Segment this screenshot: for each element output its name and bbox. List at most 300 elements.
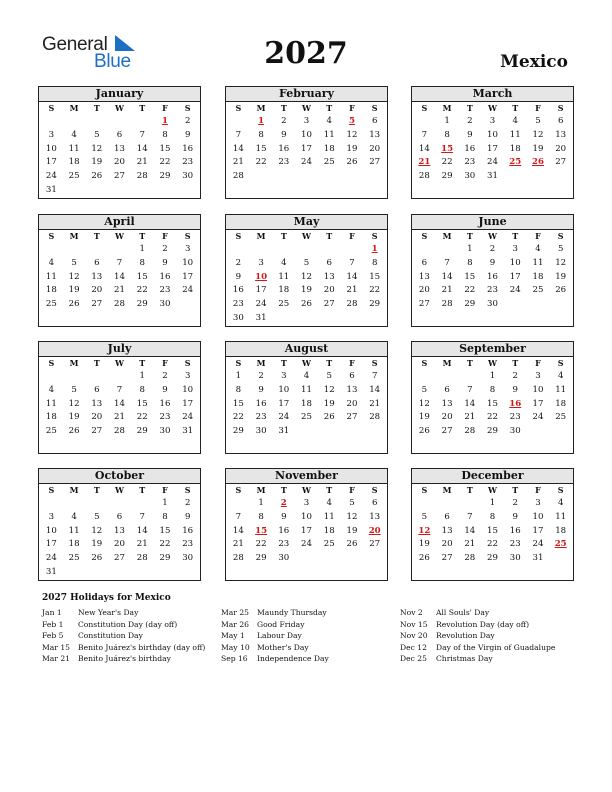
day-cell: 16 (159, 398, 171, 409)
day-cell: 28 (232, 171, 244, 182)
holiday-item (400, 653, 555, 665)
holiday-item (221, 607, 329, 619)
day-cell: 7 (139, 511, 145, 522)
weekday-label: F (162, 358, 168, 368)
day-cell: 21 (114, 412, 125, 423)
week-row (412, 243, 573, 257)
empty-day-cell (341, 312, 364, 326)
empty-day-cell (318, 425, 341, 439)
week-row (39, 398, 200, 412)
week-row (39, 566, 200, 580)
empty-day-cell (413, 243, 436, 257)
empty-day-cell (413, 370, 436, 384)
day-cell: 28 (114, 426, 125, 437)
day-cell: 8 (258, 511, 264, 522)
week-row (39, 115, 200, 129)
day-cell: 27 (323, 299, 335, 310)
day-cell: 18 (555, 398, 567, 409)
day-cell: 24 (509, 285, 521, 296)
day-cell: 24 (301, 157, 312, 168)
weekday-label: F (349, 231, 355, 241)
day-cell: 18 (45, 412, 57, 423)
weekday-header (39, 484, 200, 497)
day-cell: 25 (323, 157, 335, 168)
weekday-header (226, 484, 387, 497)
holiday-item (42, 607, 205, 619)
empty-day-cell (108, 243, 131, 257)
weekday-label: M (256, 485, 266, 495)
day-cell: 7 (467, 511, 473, 522)
day-cell: 26 (323, 412, 335, 423)
empty-day-cell (40, 497, 63, 511)
month-october (38, 468, 201, 581)
day-cell: 20 (114, 539, 125, 550)
empty-day-cell (341, 243, 364, 257)
weekday-label: T (326, 231, 333, 241)
day-cell: 21 (114, 285, 125, 296)
day-cell: 23 (182, 157, 194, 168)
day-cell: 18 (278, 285, 290, 296)
day-cell: 9 (184, 511, 191, 522)
day-cell: 11 (509, 129, 521, 140)
day-cell: 9 (467, 129, 473, 140)
day-cell: 29 (464, 299, 476, 310)
empty-day-cell (63, 370, 86, 384)
day-cell: 2 (467, 116, 473, 126)
week-row (412, 129, 573, 143)
day-cell: 16 (159, 271, 171, 282)
holiday-name: Christmas Day (436, 654, 493, 663)
week-row (226, 398, 387, 412)
holiday-date: Nov 20 (400, 631, 428, 640)
weekday-header (412, 357, 573, 370)
day-cell: 21 (464, 539, 476, 550)
week-row (39, 284, 200, 298)
weekday-header (226, 230, 387, 243)
weekday-label: T (139, 231, 146, 241)
day-cell: 25 (68, 171, 80, 182)
week-row (226, 243, 387, 257)
week-row (412, 398, 573, 412)
day-cell: 25 (323, 539, 335, 550)
day-cell: 4 (281, 257, 287, 268)
day-cell: 24 (182, 412, 194, 423)
day-cell: 21 (441, 285, 453, 296)
empty-day-cell (250, 170, 273, 184)
weekday-label: S (48, 485, 55, 495)
day-cell: 23 (255, 412, 267, 423)
day-cell: 17 (301, 143, 312, 154)
day-cell: 8 (258, 129, 264, 140)
weekday-label: S (371, 358, 378, 368)
week-row (412, 552, 573, 566)
weekday-header (39, 230, 200, 243)
day-cell: 3 (303, 116, 310, 126)
day-cell: 17 (278, 398, 290, 409)
day-cell: 3 (281, 371, 287, 381)
day-cell: 27 (346, 412, 358, 423)
weekday-label: T (512, 103, 519, 113)
weekday-header (412, 230, 573, 243)
holiday-name: Revolution Day (436, 631, 495, 640)
day-cell: 28 (464, 553, 476, 564)
day-cell: 29 (159, 553, 171, 564)
day-cell: 11 (532, 257, 544, 268)
day-cell: 12 (68, 271, 80, 282)
day-cell: 18 (323, 525, 335, 536)
day-cell: 12 (91, 525, 103, 536)
day-cell: 13 (91, 271, 103, 282)
empty-day-cell (527, 425, 550, 439)
day-cell: 21 (346, 285, 358, 296)
day-cell: 15 (159, 525, 171, 536)
day-cell: 19 (418, 412, 430, 423)
weekday-label: F (535, 103, 541, 113)
empty-day-cell (295, 312, 318, 326)
holiday-date: Jan 1 (42, 608, 62, 617)
month-title: April (39, 215, 200, 230)
week-row (226, 312, 387, 326)
week-row (226, 552, 387, 566)
day-cell: 26 (346, 157, 358, 168)
day-cell: 5 (94, 511, 100, 522)
weekday-label: S (557, 103, 564, 113)
month-title: May (226, 215, 387, 230)
day-cell: 10 (509, 257, 521, 268)
weekday-label: S (557, 485, 564, 495)
day-cell: 3 (535, 371, 541, 381)
holiday-column (42, 607, 205, 665)
day-cell: 19 (555, 271, 567, 282)
empty-day-cell (176, 566, 199, 580)
day-cell: 2 (162, 371, 168, 381)
day-cell: 26 (418, 426, 430, 437)
day-cell: 24 (45, 171, 57, 182)
week-row (39, 271, 200, 285)
month-may (225, 214, 388, 327)
week-row (39, 411, 200, 425)
holiday-item (221, 630, 329, 642)
day-cell: 3 (184, 244, 191, 254)
day-cell: 16 (487, 271, 498, 282)
empty-day-cell (363, 312, 386, 326)
week-row (226, 370, 387, 384)
day-cell: 13 (441, 398, 453, 409)
day-cell: 19 (418, 539, 430, 550)
day-cell: 1 (444, 116, 450, 126)
day-cell: 23 (159, 412, 171, 423)
holiday-date: Mar 25 (221, 608, 250, 617)
weekday-label: W (302, 485, 311, 495)
day-cell: 29 (136, 299, 148, 310)
day-cell: 25 (68, 553, 80, 564)
day-cell: 29 (255, 553, 267, 564)
day-cell: 21 (136, 157, 148, 168)
day-cell: 16 (232, 285, 244, 296)
day-cell: 12 (301, 271, 312, 282)
empty-day-cell (272, 312, 295, 326)
week-row (39, 184, 200, 198)
day-cell: 20 (346, 398, 358, 409)
day-cell: 26 (68, 299, 80, 310)
weekday-label: F (349, 485, 355, 495)
holiday-date: Mar 21 (42, 654, 71, 663)
day-cell: 4 (71, 129, 77, 140)
day-cell: 9 (489, 257, 496, 268)
holiday-date: Feb 1 (42, 619, 64, 629)
day-cell: 7 (349, 257, 355, 268)
empty-day-cell (63, 566, 86, 580)
day-cell: 22 (441, 157, 453, 168)
weekday-label: M (442, 103, 452, 113)
holiday-day-cell: 25 (509, 157, 522, 168)
day-cell: 28 (369, 412, 381, 423)
month-title: October (39, 469, 200, 484)
empty-day-cell (108, 370, 131, 384)
day-cell: 23 (278, 157, 290, 168)
day-cell: 12 (346, 511, 358, 522)
day-cell: 27 (114, 553, 125, 564)
holiday-date: Dec 12 (400, 642, 427, 652)
empty-day-cell (85, 184, 108, 198)
weekday-label: M (69, 231, 79, 241)
holiday-date: May 1 (221, 631, 245, 640)
day-cell: 9 (512, 511, 518, 522)
holiday-item (42, 630, 205, 642)
empty-day-cell (272, 243, 295, 257)
weekday-label: M (442, 231, 452, 241)
month-title: June (412, 215, 573, 230)
week-row (226, 284, 387, 298)
holiday-date: Nov 2 (400, 608, 423, 617)
weekday-label: T (512, 231, 519, 241)
day-cell: 30 (509, 553, 521, 564)
empty-day-cell (341, 552, 364, 566)
day-cell: 6 (116, 129, 123, 140)
month-title: February (226, 87, 387, 102)
holiday-item (221, 642, 329, 654)
week-row (39, 156, 200, 170)
week-row (412, 115, 573, 129)
holiday-item (42, 642, 205, 654)
weekday-label: M (256, 103, 266, 113)
day-cell: 20 (418, 285, 430, 296)
day-cell: 6 (421, 257, 428, 268)
day-cell: 1 (162, 498, 168, 508)
day-cell: 22 (159, 157, 171, 168)
empty-day-cell (63, 184, 86, 198)
day-cell: 27 (91, 426, 103, 437)
day-cell: 4 (326, 498, 332, 508)
weekday-label: M (256, 358, 266, 368)
empty-day-cell (131, 115, 154, 129)
day-cell: 26 (301, 299, 312, 310)
day-cell: 13 (323, 271, 335, 282)
day-cell: 23 (182, 539, 194, 550)
weekday-label: F (535, 231, 541, 241)
day-cell: 18 (532, 271, 544, 282)
day-cell: 20 (441, 412, 453, 423)
day-cell: 17 (532, 525, 544, 536)
day-cell: 5 (303, 257, 310, 268)
day-cell: 11 (68, 143, 80, 154)
week-row (39, 129, 200, 143)
empty-day-cell (108, 184, 131, 198)
day-cell: 6 (444, 511, 450, 522)
weekday-label: F (162, 231, 168, 241)
day-cell: 5 (421, 384, 428, 395)
weekday-label: M (442, 485, 452, 495)
holiday-date: Dec 25 (400, 654, 427, 663)
weekday-label: W (302, 231, 311, 241)
week-row (226, 143, 387, 157)
week-row (412, 525, 573, 539)
empty-day-cell (63, 115, 86, 129)
weekday-label: T (326, 358, 333, 368)
empty-day-cell (363, 425, 386, 439)
week-row (412, 497, 573, 511)
day-cell: 2 (184, 116, 191, 126)
day-cell: 15 (136, 271, 148, 282)
weekday-label: M (69, 103, 79, 113)
holiday-name: New Year's Day (78, 608, 139, 617)
month-title: December (412, 469, 573, 484)
day-cell: 6 (349, 371, 355, 381)
country-label: Mexico (500, 52, 568, 72)
day-cell: 22 (464, 285, 476, 296)
week-row (39, 370, 200, 384)
weekday-label: S (557, 231, 564, 241)
weekday-header (39, 357, 200, 370)
day-cell: 16 (464, 143, 476, 154)
empty-day-cell (108, 115, 131, 129)
day-cell: 12 (418, 398, 430, 409)
weekday-label: S (48, 358, 55, 368)
holiday-day-cell: 1 (371, 244, 378, 254)
day-cell: 5 (94, 129, 100, 140)
day-cell: 5 (71, 384, 77, 395)
weekday-label: T (93, 358, 100, 368)
day-cell: 21 (136, 539, 148, 550)
day-cell: 15 (136, 398, 148, 409)
day-cell: 13 (555, 129, 567, 140)
day-cell: 18 (68, 157, 80, 168)
weekday-label: W (302, 103, 311, 113)
day-cell: 11 (323, 129, 335, 140)
week-row (412, 143, 573, 157)
day-cell: 10 (182, 257, 194, 268)
day-cell: 30 (232, 312, 244, 323)
day-cell: 31 (278, 426, 290, 437)
day-cell: 24 (278, 412, 290, 423)
day-cell: 26 (68, 426, 80, 437)
empty-day-cell (85, 370, 108, 384)
weekday-label: S (371, 103, 378, 113)
empty-day-cell (176, 184, 199, 198)
day-cell: 17 (45, 157, 57, 168)
day-cell: 9 (512, 384, 518, 395)
day-cell: 6 (116, 511, 123, 522)
month-april (38, 214, 201, 327)
month-july (38, 341, 201, 454)
weekday-label: S (48, 231, 55, 241)
day-cell: 11 (301, 384, 312, 395)
day-cell: 18 (323, 143, 335, 154)
day-cell: 10 (182, 384, 194, 395)
day-cell: 14 (136, 525, 148, 536)
day-cell: 28 (418, 171, 430, 182)
empty-day-cell (85, 115, 108, 129)
week-row (39, 243, 200, 257)
empty-day-cell (227, 497, 250, 511)
day-cell: 7 (371, 371, 378, 381)
day-cell: 10 (301, 511, 312, 522)
holiday-date: May 10 (221, 642, 250, 652)
weekday-label: F (535, 485, 541, 495)
day-cell: 8 (235, 384, 242, 395)
weekday-label: T (93, 485, 100, 495)
day-cell: 8 (139, 384, 145, 395)
day-cell: 22 (369, 285, 381, 296)
day-cell: 24 (255, 299, 267, 310)
day-cell: 22 (487, 412, 498, 423)
empty-day-cell (295, 552, 318, 566)
month-august (225, 341, 388, 454)
day-cell: 29 (159, 171, 171, 182)
weekday-label: S (184, 231, 191, 241)
day-cell: 9 (258, 384, 264, 395)
day-cell: 28 (346, 299, 358, 310)
day-cell: 22 (255, 539, 267, 550)
day-cell: 8 (371, 257, 378, 268)
holiday-item (221, 653, 329, 665)
day-cell: 3 (48, 129, 55, 140)
weekday-label: W (302, 358, 311, 368)
day-cell: 9 (162, 384, 168, 395)
week-row (226, 425, 387, 439)
day-cell: 1 (139, 371, 145, 381)
day-cell: 22 (232, 412, 244, 423)
weekday-label: T (139, 485, 146, 495)
day-cell: 1 (139, 244, 145, 254)
week-row (39, 170, 200, 184)
day-cell: 24 (182, 285, 194, 296)
day-cell: 30 (278, 553, 290, 564)
holiday-name: Constitution Day (78, 631, 143, 640)
month-january (38, 86, 201, 199)
week-row (226, 156, 387, 170)
day-cell: 14 (232, 143, 244, 154)
day-cell: 4 (48, 384, 55, 395)
month-title: August (226, 342, 387, 357)
day-cell: 5 (421, 511, 428, 522)
empty-day-cell (549, 425, 572, 439)
day-cell: 18 (301, 398, 312, 409)
weekday-label: S (235, 358, 242, 368)
day-cell: 26 (346, 539, 358, 550)
week-row (412, 298, 573, 312)
weekday-label: W (115, 231, 124, 241)
day-cell: 9 (162, 257, 168, 268)
day-cell: 30 (182, 553, 194, 564)
holiday-name: Revolution Day (day off) (436, 619, 530, 629)
day-cell: 1 (258, 498, 264, 508)
weekday-label: W (488, 358, 497, 368)
holiday-date: Feb 5 (42, 631, 64, 640)
empty-day-cell (85, 243, 108, 257)
day-cell: 26 (418, 553, 430, 564)
week-row (412, 271, 573, 285)
